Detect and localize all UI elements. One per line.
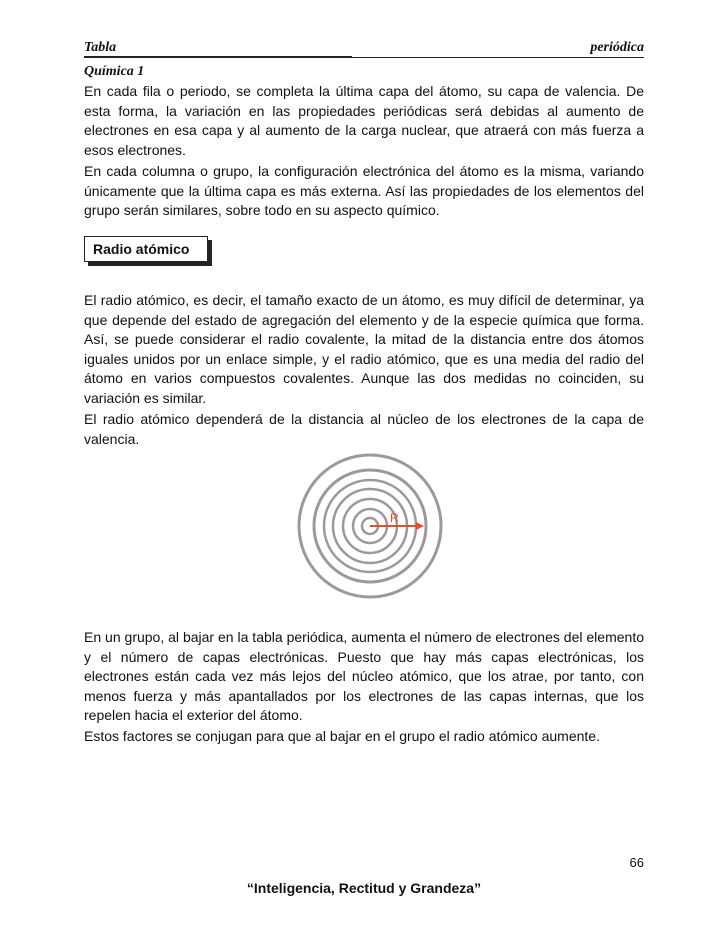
subtitle: Química 1: [84, 64, 145, 79]
header-right: periódica: [590, 40, 644, 55]
footer-motto: “Inteligencia, Rectitud y Grandeza”: [246, 880, 482, 896]
paragraph-1: En cada fila o periodo, se completa la última capa del átomo, su capa de valencia. De esta forma, la variación en las propiedades periódicas será debidas al aumento de electrones en esa capa y al aumento de la carga nuclear, que atraerá con más fuerza a esos electrones.: [84, 83, 644, 158]
paragraph-2: En cada columna o grupo, la configuración electrónica del átomo es la misma, variando únicamente que la última capa es más externa. Así las propiedades de los elementos del grupo serán similares, sobre todo en su aspecto químico.: [84, 163, 644, 218]
paragraph-5: En un grupo, al bajar en la tabla periódica, aumenta el número de electrones del elemento y el número de capas electrónicas. Puesto que hay más capas electrónicas, los electrones están cada vez más lejos del núcleo atómico, que los atrae, por tanto, con menos fuerza y más apantallados por los electrones de las capas internas, que los repelen hacia el exterior del átomo.: [84, 629, 644, 723]
radius-arrow-head: [416, 522, 424, 530]
header-rule-thick: [84, 56, 352, 58]
page-number: 66: [629, 855, 644, 870]
section-heading-box: [84, 236, 208, 262]
radius-label: R: [390, 511, 399, 525]
header-left: Tabla: [84, 40, 117, 55]
section-heading: Radio atómico: [93, 241, 190, 257]
paragraph-6: Estos factores se conjugan para que al bajar en el grupo el radio atómico aumente.: [84, 728, 600, 744]
paragraph-4: El radio atómico dependerá de la distancia al núcleo de los electrones de la capa de valencia.: [84, 411, 644, 447]
paragraph-3: El radio atómico, es decir, el tamaño exacto de un átomo, es muy difícil de determinar, ya que depende del estado de agregación del elemento y de la especie química que forma. Así, se puede considerar el radio covalente, la mitad de la distancia entre dos átomos iguales unidos por un enlace simple, y el radio atómico, que es una media del radio del átomo en varios compuestos covalentes. Aunque las dos medidas no coinciden, su variación es similar.: [84, 292, 644, 406]
atom-diagram: [296, 452, 444, 600]
